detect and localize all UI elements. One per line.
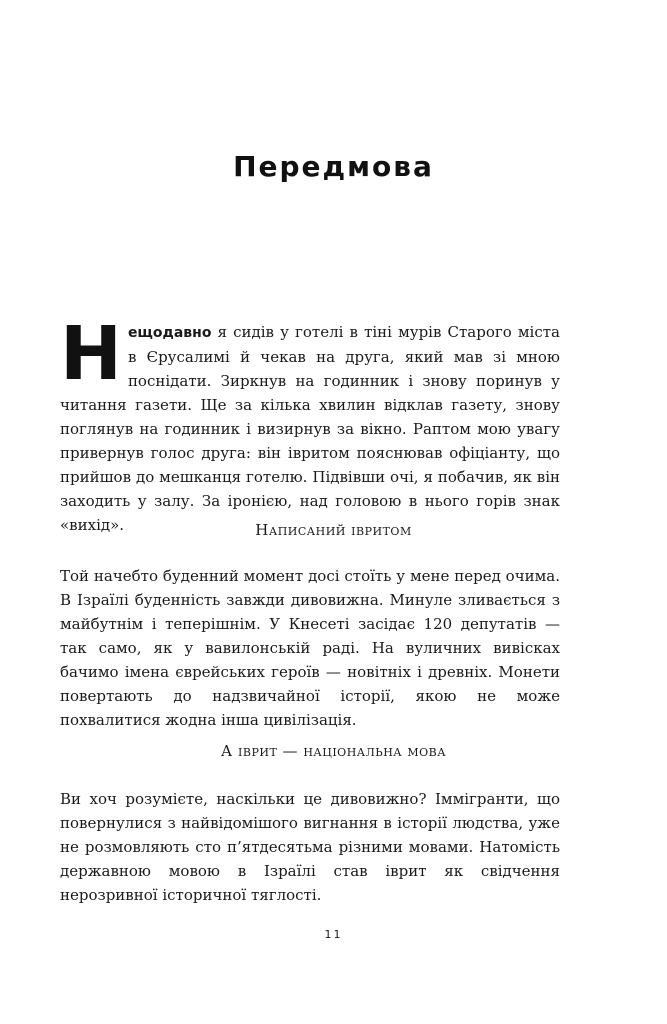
page-number: 11	[324, 928, 343, 941]
subheading-national-language: А іврит — національна мова	[220, 742, 447, 760]
subheading-written-in-hebrew: Написаний івритом	[255, 521, 412, 539]
drop-cap: Н	[60, 311, 122, 397]
chapter-title: Передмова	[233, 150, 434, 183]
paragraph-everyday-moment: Той начебто буденний момент досі стоїть у мене перед очима. В Ізраїлі буденність завжди дивовижна. Минуле зливається з майбутнім і теперішнім. У Кнесеті засідає 120 депутатів — так само, як у вавилонській раді. На вуличних вивісках бачимо імена єврейських героїв — новітніх і древніх. Монети повертають до надзвичайної історії, якою не може похвалитися жодна інша цивілізація.	[60, 567, 560, 729]
lead-in-word: ещодавно	[127, 325, 212, 341]
paragraph-immigrants: Ви хоч розумієте, наскільки це дивовижно? Іммігранти, що повернулися з найвідомішого вигнання в історії людства, уже не розмовляють сто п’ятдесятьма різними мовами. Натомість державною мовою в Ізраїлі став іврит як свідчення нерозривної історичної тяглості.	[60, 790, 560, 904]
paragraph-intro-text: я сидів у готелі в тіні мурів Старого міста в Єрусалимі й чекав на друга, який мав зі мною поснідати. Зиркнув на годинник і знову поринув у читання газети. Ще за кілька хвилин відклав газету, знову поглянув на годинник і визирнув за вікно. Раптом мою увагу привернув голос друга: він івритом пояснював офіціанту, що прийшов до мешканця готелю. Підвівши очі, я побачив, як він заходить у залу. За іронією, над головою в нього горів знак «вихід».	[60, 323, 560, 534]
paragraph-intro	[60, 311, 560, 537]
